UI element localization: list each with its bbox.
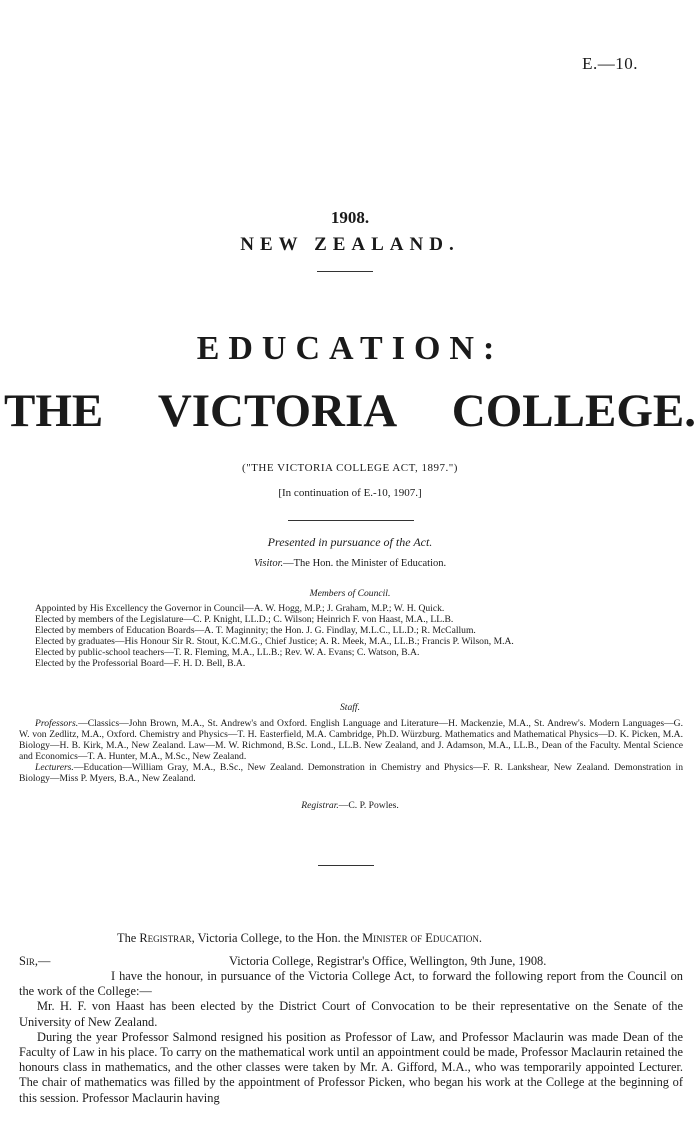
lecturers-label: Lecturers.: [35, 762, 74, 773]
registrar-label: Registrar.: [301, 800, 339, 811]
address-part: , Victoria College, to the Hon. the: [191, 931, 363, 945]
letter-address: [19, 931, 683, 946]
council-entry: Appointed by His Excellency the Governor in Council—A. W. Hogg, M.P.; J. Graham, M.P.; W. H. Quick.: [35, 603, 445, 614]
council-list: [19, 603, 683, 669]
letter-paragraph: Mr. H. F. von Haast has been elected by the District Court of Convocation to be their representative on the Senate of the University of New Zealand.: [19, 999, 683, 1029]
college-heading-word: VICTORIA: [157, 385, 398, 437]
presented-note: Presented in pursuance of the Act.: [267, 535, 433, 549]
staff-list: [19, 718, 683, 784]
registrar-text: —C. P. Powles.: [338, 800, 399, 811]
visitor-line: [0, 558, 700, 569]
address-part: Registrar: [139, 931, 192, 945]
letter-body: [19, 954, 683, 1106]
council-entry: Elected by members of Education Boards—A. T. Maginnity; the Hon. J. G. Findlay, M.L.C., LL.D.; R. McCallum.: [35, 625, 476, 636]
salutation: Sir,—: [19, 954, 51, 968]
address-part: .: [478, 931, 482, 945]
professors-label: Professors.: [35, 718, 79, 729]
council-entry: Elected by the Professorial Board—F. H. D. Bell, B.A.: [35, 658, 246, 669]
divider-rule: [317, 271, 373, 272]
letter-origin: Victoria College, Registrar's Office, Wellington, 9th June, 1908.: [229, 954, 547, 968]
document-reference: E.—10.: [582, 54, 638, 73]
council-entry: Elected by public-school teachers—T. R. Fleming, M.A., LL.B.; Rev. W. A. Evans; C. Watson, B.A.: [35, 647, 420, 658]
letter-paragraph: I have the honour, in pursuance of the Victoria College Act, to forward the following report from the Council on the work of the College:—: [19, 969, 683, 999]
council-heading: Members of Council.: [309, 588, 391, 599]
college-heading-word: COLLEGE.: [451, 385, 696, 437]
council-entry: Elected by members of the Legislature—C. P. Knight, LL.D.; C. Wilson; Heinrich F. von Haast, M.A., LL.B.: [35, 614, 454, 625]
visitor-text: —The Hon. the Minister of Education.: [283, 558, 447, 569]
staff-heading: Staff.: [340, 702, 360, 713]
college-heading-word: THE: [4, 385, 104, 437]
letter-header-line: [19, 954, 683, 969]
registrar-line: [0, 800, 700, 811]
visitor-label: Visitor.: [253, 558, 284, 569]
letter-paragraph: During the year Professor Salmond resigned his position as Professor of Law, and Professor Maclaurin was made Dean of the Faculty of Law in his place. To carry on the mathematical work until an appointment could be made, Professor Maclaurin retained the honours class in mathematics, and the other classes were taken by Mr. A. Gifford, M.A., who was temporarily appointed Lecturer. The chair of mathematics was filled by the appointment of Professor Picken, who began his work at the College at the beginning of this session. Professor Maclaurin having: [19, 1029, 684, 1105]
main-heading: EDUCATION:: [196, 330, 504, 367]
address-part: Minister of Education: [362, 931, 479, 945]
address-part: The: [117, 931, 140, 945]
continuation-note: [In continuation of E.-10, 1907.]: [278, 487, 422, 499]
act-name: ("THE VICTORIA COLLEGE ACT, 1897."): [242, 462, 458, 474]
country-title: NEW ZEALAND.: [240, 234, 460, 255]
divider-rule: [318, 865, 374, 866]
lecturers-entry: [19, 762, 683, 784]
publication-year: 1908.: [330, 208, 370, 227]
professors-text: —Classics—John Brown, M.A., St. Andrew's and Oxford. English Language and Literature—H. Mackenzie, M.A., St. Andrew's. Modern Languages—G. W. von Zedlitz, M.A., Oxford. Chemistry and Physics—T. H. Easterfield, M.A. Cambridge, Ph.D. Würzburg. Mathematics and Mathematical Physics—D. K. Picken, M.A. Biology—H. B. Kirk, M.A., New Zealand. Law—M. W. Richmond, B.Sc. Lond., LL.B. New Zealand, and J. Adamson, M.A., LL.B., Dean of the Faculty. Mental Science and Economics—T. A. Hunter, M.A., M.Sc., New Zealand.: [19, 718, 683, 762]
divider-rule: [288, 520, 414, 521]
professors-entry: [19, 718, 683, 762]
college-heading: [4, 384, 696, 438]
council-entry: Elected by graduates—His Honour Sir R. Stout, K.C.M.G., Chief Justice; A. R. Meek, M.A., LL.B.; Francis P. Wilson, M.A.: [35, 636, 514, 647]
lecturers-text: —Education—William Gray, M.A., B.Sc., New Zealand. Demonstration in Chemistry and Physics—F. R. Lankshear, New Zealand. Demonstration in Biology—Miss P. Myers, B.A., New Zealand.: [19, 762, 683, 784]
